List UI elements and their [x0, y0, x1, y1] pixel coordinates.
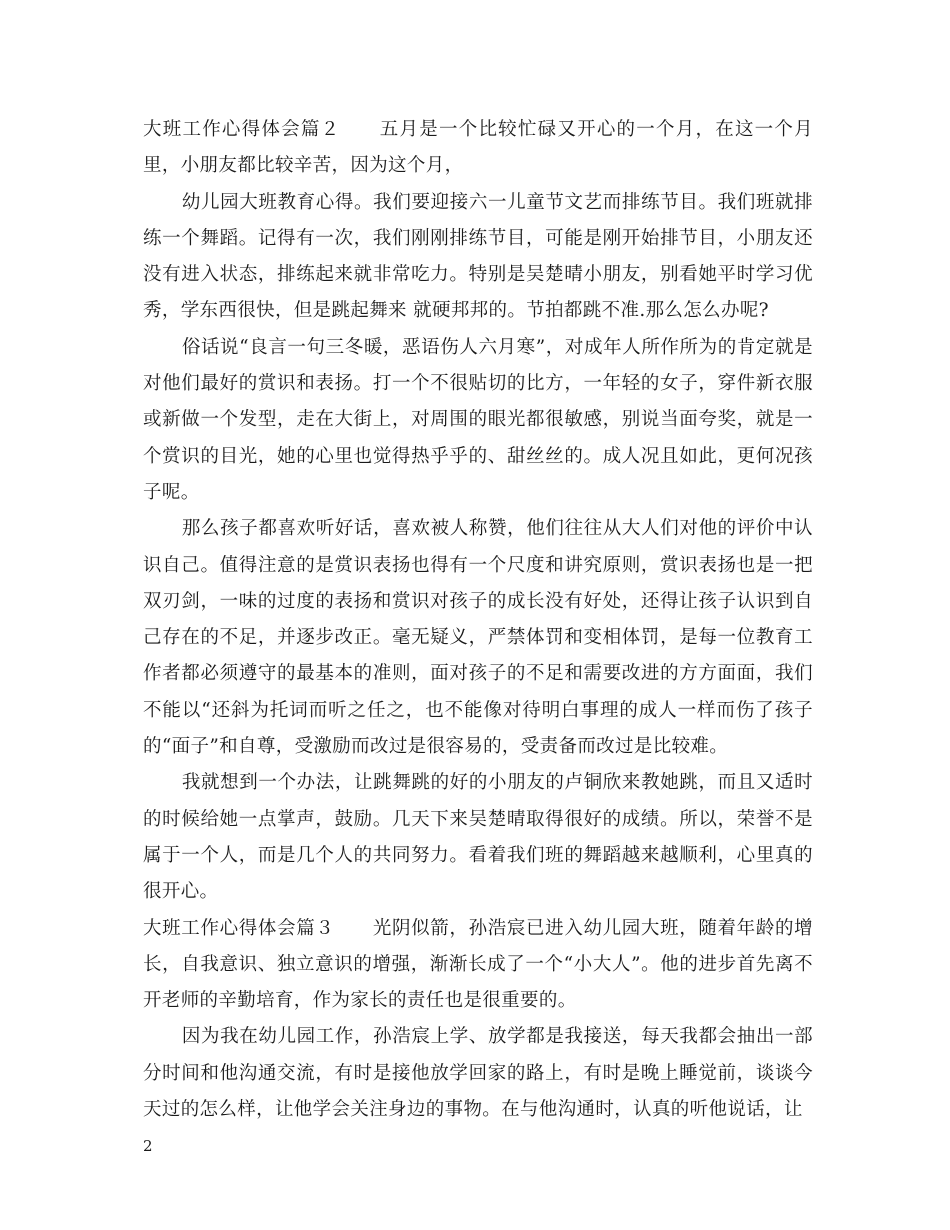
page-number: 2 [143, 1137, 153, 1155]
paragraph: 幼儿园大班教育心得。我们要迎接六一儿童节文艺而排练节目。我们班就排练一个舞蹈。记得有一次，我们刚刚排练节目，可能是刚开始排节目，小朋友还没有进入状态，排练起来就非常吃力。特别是吴楚晴小朋友，别看她平时学习优秀，学东西很快，但是跳起舞来 就硬邦邦的。节拍都跳不准.那么怎么办呢? [143, 191, 813, 322]
paragraph: 那么孩子都喜欢听好话，喜欢被人称赞，他们往往从大人们对他的评价中认识自己。值得注意的是赏识表扬也得有一个尺度和讲究原则，赏识表扬也是一把双刃剑，一味的过度的表扬和赏识对孩子的成长没有好处，还得让孩子认识到自己存在的不足，并逐步改正。毫无疑义，严禁体罚和变相体罚，是每一位教育工作者都必须遵守的最基本的准则，面对孩子的不足和需要改进的方方面面，我们不能以“还斜为托词而听之任之，也不能像对待明白事理的成人一样而伤了孩子的“面子”和自尊，受激励而改过是很容易的，受责备而改过是比较难。 [143, 518, 813, 758]
paragraph-heading-2: 大班工作心得体会篇２ 五月是一个比较忙碌又开心的一个月，在这一个月里，小朋友都比较辛苦，因为这个月， [143, 119, 813, 177]
paragraph: 因为我在幼儿园工作，孙浩宸上学、放学都是我接送，每天我都会抽出一部分时间和他沟通交流，有时是接他放学回家的路上，有时是晚上睡觉前，谈谈今天过的怎么样，让他学会关注身边的事物。在与他沟通时，认真的听他说话，让 [143, 1026, 813, 1121]
document-body [143, 112, 813, 1128]
paragraph: 俗话说“良言一句三冬暖，恶语伤人六月寒”，对成年人所作所为的肯定就是对他们最好的赏识和表扬。打一个不很贴切的比方，一年轻的女子，穿件新衣服或新做一个发型，走在大街上，对周围的眼光都很敏感，别说当面夸奖，就是一个赏识的目光，她的心里也觉得热乎乎的、甜丝丝的。成人况且如此，更何况孩子呢。 [143, 336, 813, 503]
paragraph: 我就想到一个办法，让跳舞跳的好的小朋友的卢铜欣来教她跳，而且又适时的时候给她一点掌声，鼓励。几天下来吴楚晴取得很好的成绩。所以，荣誉不是属于一个人，而是几个人的共同努力。看着我们班的舞蹈越来越顺利，心里真的很开心。 [143, 772, 813, 903]
paragraph-heading-3: 大班工作心得体会篇３ 光阴似箭，孙浩宸已进入幼儿园大班，随着年龄的增长，自我意识、独立意识的增强，渐渐长成了一个“小大人”。他的进步首先离不开老师的辛勤培育，作为家长的责任也是很重要的。 [143, 917, 813, 1012]
